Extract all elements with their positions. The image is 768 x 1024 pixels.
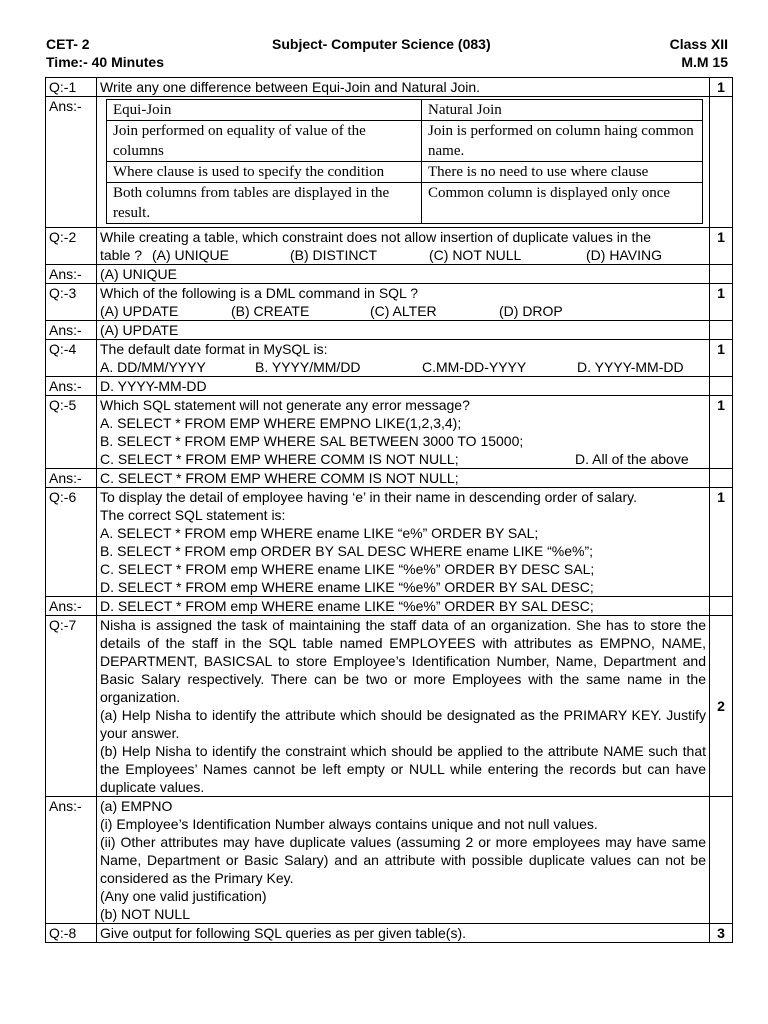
q6-question [97,488,710,597]
q6-option-d: D. SELECT * FROM emp WHERE ename LIKE “%e%” ORDER BY SAL DESC; [100,579,594,595]
q6-answer: D. SELECT * FROM emp WHERE ename LIKE “%e%” ORDER BY SAL DESC; [97,597,710,616]
q7-marks: 2 [710,616,733,797]
q2-option-b: (B) DISTINCT [290,247,378,263]
q6-option-b: B. SELECT * FROM emp ORDER BY SAL DESC WHERE ename LIKE “%e%”; [100,543,593,559]
q7-answer-reason-2: (ii) Other attributes may have duplicate values (assuming 2 or more employees may have same Name, Department or Basic Salary) and an attribute with possible duplicate values can not be considered as the Primary Key. [100,834,706,886]
q4-question [97,340,710,377]
q4-row [46,340,733,377]
q5-answer-marks [710,469,733,488]
q5-row [46,396,733,469]
q2-line-2-prefix: table ? [100,247,143,263]
q6-answer-row [46,597,733,616]
q4-option-b: B. YYYY/MM/DD [255,359,361,375]
q5-answer-row [46,469,733,488]
q4-answer-row [46,377,733,396]
comparison-row [107,162,703,183]
q4-answer-marks [710,377,733,396]
q5-question-text: Which SQL statement will not generate any error message? [100,397,470,413]
natural-join-cell: Join is performed on column haing common name. [422,121,703,162]
q3-answer: (A) UPDATE [97,321,710,340]
q8-question: Give output for following SQL queries as per given table(s). [97,924,710,943]
q7-answer-reason-1: (i) Employee’s Identification Number always contains unique and not null values. [100,816,598,832]
q3-answer-marks [710,321,733,340]
q2-label: Q:-2 [46,228,97,265]
q5-option-c: C. SELECT * FROM EMP WHERE COMM IS NOT NULL; [100,451,459,467]
equi-join-cell: Where clause is used to specify the condition [107,162,422,183]
q3-answer-row [46,321,733,340]
comparison-row [107,183,703,224]
q2-option-c: (C) NOT NULL [429,247,522,263]
q3-options [100,302,706,320]
q3-marks: 1 [710,284,733,321]
q1-marks: 1 [710,78,733,97]
q6-question-text: To display the detail of employee having ‘e’ in their name in descending order of salary. [100,489,637,505]
max-marks-label: M.M 15 [681,54,728,70]
q1-answer [97,97,710,228]
q1-answer-marks [710,97,733,228]
class-label: Class XII [669,36,728,52]
join-comparison-table [106,99,703,224]
q6-ans-label: Ans:- [46,597,97,616]
q3-question-text: Which of the following is a DML command in SQL ? [100,285,418,301]
q3-label: Q:-3 [46,284,97,321]
natural-join-cell: There is no need to use where clause [422,162,703,183]
q5-option-b: B. SELECT * FROM EMP WHERE SAL BETWEEN 3000 TO 15000; [100,433,524,449]
equi-join-heading: Equi-Join [107,100,422,121]
exam-title: CET- 2 [46,36,90,52]
q1-row [46,78,733,97]
subject-title: Subject- Computer Science (083) [272,36,491,52]
comparison-row [107,121,703,162]
q7-ans-label: Ans:- [46,797,97,924]
q3-option-d: (D) DROP [499,303,563,319]
q5-option-a: A. SELECT * FROM EMP WHERE EMPNO LIKE(1,2,3,4); [100,415,462,431]
q8-marks: 3 [710,924,733,943]
q7-intro: Nisha is assigned the task of maintaining the staff data of an organization. She has to store the details of the staff in the SQL table named EMPLOYEES with attributes as EMPNO, NAME, DEPARTMENT, BASICSAL to store Employee’s Identification Number, Name, Department and Basic Salary respectively. There can be two or more Employees with the same name in the organization. [100,617,706,705]
q3-question [97,284,710,321]
q5-answer: C. SELECT * FROM EMP WHERE COMM IS NOT NULL; [97,469,710,488]
q1-ans-label: Ans:- [46,97,97,228]
q6-option-a: A. SELECT * FROM emp WHERE ename LIKE “e%” ORDER BY SAL; [100,525,539,541]
q7-answer-row [46,797,733,924]
q4-marks: 1 [710,340,733,377]
q2-answer-marks [710,265,733,284]
q2-answer-row [46,265,733,284]
q7-part-b: (b) Help Nisha to identify the constraint which should be applied to the attribute NAME such that the Employees’ Names cannot be left empty or NULL while entering the records but can have duplicate values. [100,743,706,795]
q1-question: Write any one difference between Equi-Join and Natural Join. [97,78,710,97]
q2-line-1: While creating a table, which constraint does not allow insertion of duplicate values in the [100,229,651,245]
q8-label: Q:-8 [46,924,97,943]
q1-label: Q:-1 [46,78,97,97]
q6-marks: 1 [710,488,733,597]
q6-option-c: C. SELECT * FROM emp WHERE ename LIKE “%e%” ORDER BY DESC SAL; [100,561,595,577]
q2-marks: 1 [710,228,733,265]
natural-join-cell: Common column is displayed only once [422,183,703,224]
q4-options [100,358,706,376]
q5-label: Q:-5 [46,396,97,469]
question-table [45,77,733,943]
q7-part-a: (a) Help Nisha to identify the attribute which should be designated as the PRIMARY KEY. Justify your answer. [100,707,706,741]
q5-ans-label: Ans:- [46,469,97,488]
q6-label: Q:-6 [46,488,97,597]
q2-question [97,228,710,265]
q7-answer-b: (b) NOT NULL [100,906,190,922]
equi-join-cell: Both columns from tables are displayed in the result. [107,183,422,224]
q3-option-c: (C) ALTER [370,303,437,319]
q4-label: Q:-4 [46,340,97,377]
q2-ans-label: Ans:- [46,265,97,284]
q7-label: Q:-7 [46,616,97,797]
q8-row [46,924,733,943]
q4-answer: D. YYYY-MM-DD [97,377,710,396]
time-label: Time:- 40 Minutes [46,54,164,70]
q3-option-b: (B) CREATE [231,303,310,319]
q6-answer-marks [710,597,733,616]
q7-answer-marks [710,797,733,924]
q2-answer: (A) UNIQUE [97,265,710,284]
q4-ans-label: Ans:- [46,377,97,396]
q3-option-a: (A) UPDATE [100,303,179,319]
q5-option-row [100,450,706,468]
q6-subtext: The correct SQL statement is: [100,507,286,523]
q2-option-d: (D) HAVING [586,247,662,263]
q5-marks: 1 [710,396,733,469]
q4-option-a: A. DD/MM/YYYY [100,359,206,375]
q3-ans-label: Ans:- [46,321,97,340]
q6-row [46,488,733,597]
natural-join-heading: Natural Join [422,100,703,121]
q7-row [46,616,733,797]
q7-question [97,616,710,797]
comparison-header-row [107,100,703,121]
q2-row [46,228,733,265]
header-line-1 [46,36,728,54]
header-line-2 [46,54,728,72]
q4-option-c: C.MM-DD-YYYY [422,359,527,375]
q5-option-d: D. All of the above [575,451,689,467]
q2-options [100,246,706,264]
q7-answer-note: (Any one valid justification) [100,888,267,904]
q1-answer-row [46,97,733,228]
q7-answer-a: (a) EMPNO [100,798,173,814]
q2-option-a: (A) UNIQUE [152,247,229,263]
equi-join-cell: Join performed on equality of value of the columns [107,121,422,162]
q7-answer [97,797,710,924]
q4-option-d: D. YYYY-MM-DD [577,359,684,375]
q5-question [97,396,710,469]
q4-question-text: The default date format in MySQL is: [100,341,328,357]
q3-row [46,284,733,321]
